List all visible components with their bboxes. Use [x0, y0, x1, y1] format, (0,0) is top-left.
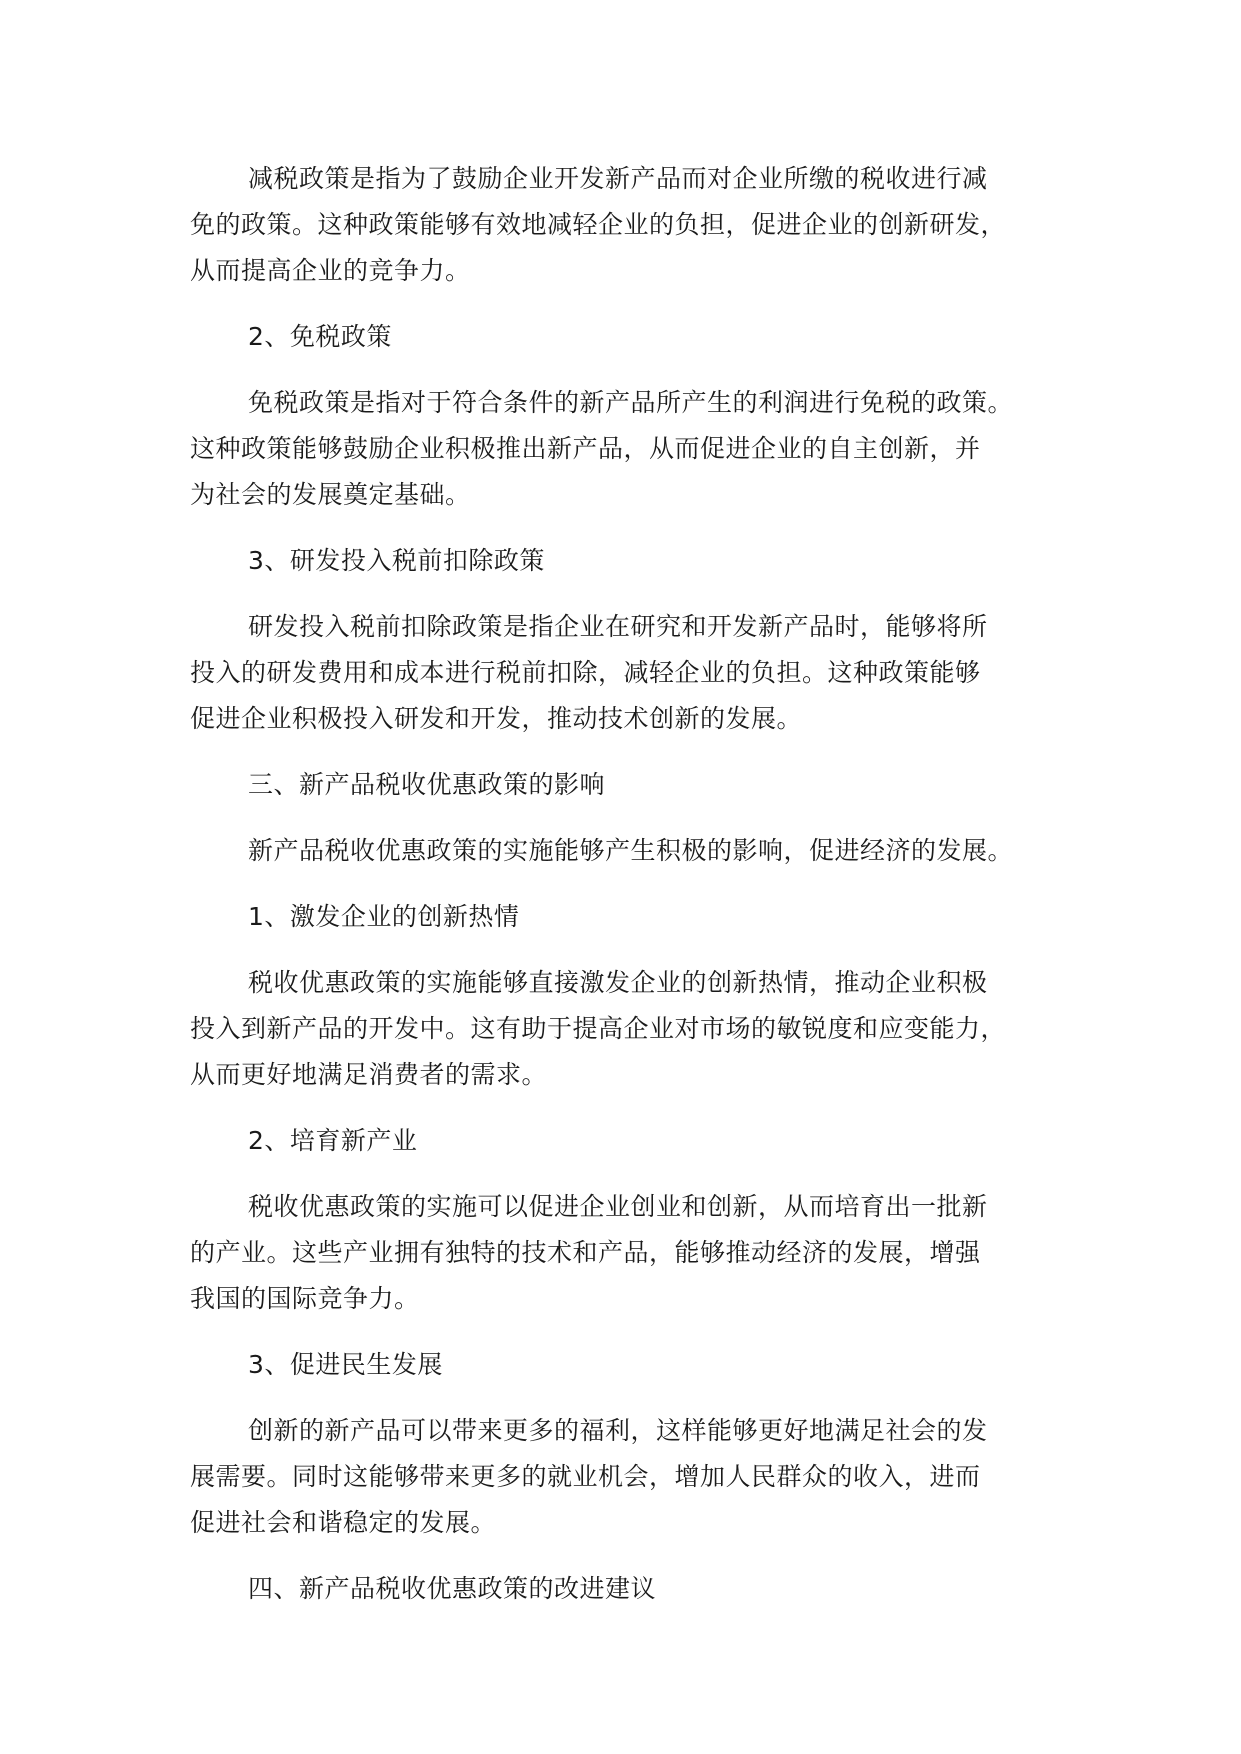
heading-text: 3、研发投入税前扣除政策 [248, 546, 545, 575]
heading-text: 2、培育新产业 [248, 1126, 418, 1155]
text-line: 促进社会和谐稳定的发展。 [190, 1508, 497, 1537]
text-line: 促进企业积极投入研发和开发，推动技术创新的发展。 [190, 704, 803, 733]
heading-text: 三、新产品税收优惠政策的影响 [248, 770, 606, 799]
paragraph-innovation-enthusiasm [190, 960, 1090, 1098]
text-line: 为社会的发展奠定基础。 [190, 480, 471, 509]
text-line: 展需要。同时这能够带来更多的就业机会，增加人民群众的收入，进而 [190, 1462, 981, 1491]
heading-text: 四、新产品税收优惠政策的改进建议 [248, 1574, 657, 1603]
paragraph-livelihood [190, 1408, 1090, 1546]
text-line: 投入到新产品的开发中。这有助于提高企业对市场的敏锐度和应变能力， [190, 1014, 1007, 1043]
text-line: 新产品税收优惠政策的实施能够产生积极的影响，促进经济的发展。 [248, 836, 1014, 865]
text-line: 从而提高企业的竞争力。 [190, 256, 471, 285]
text-line: 研发投入税前扣除政策是指企业在研究和开发新产品时，能够将所 [248, 612, 988, 641]
text-line: 税收优惠政策的实施能够直接激发企业的创新热情，推动企业积极 [248, 968, 988, 997]
text-line: 免税政策是指对于符合条件的新产品所产生的利润进行免税的政策。 [248, 388, 1014, 417]
paragraph-tax-exemption [190, 380, 1090, 518]
heading-tax-exemption [190, 314, 1090, 360]
text-line: 的产业。这些产业拥有独特的技术和产品，能够推动经济的发展，增强 [190, 1238, 981, 1267]
text-line: 减税政策是指为了鼓励企业开发新产品而对企业所缴的税收进行减 [248, 164, 988, 193]
section-heading-suggestions [190, 1566, 1090, 1612]
text-line: 这种政策能够鼓励企业积极推出新产品，从而促进企业的自主创新，并 [190, 434, 981, 463]
document-body [190, 156, 1090, 1612]
heading-text: 3、促进民生发展 [248, 1350, 443, 1379]
heading-text: 1、激发企业的创新热情 [248, 902, 520, 931]
text-line: 从而更好地满足消费者的需求。 [190, 1060, 548, 1089]
text-line: 免的政策。这种政策能够有效地减轻企业的负担，促进企业的创新研发， [190, 210, 1007, 239]
text-line: 我国的国际竞争力。 [190, 1284, 420, 1313]
heading-innovation-enthusiasm [190, 894, 1090, 940]
heading-text: 2、免税政策 [248, 322, 392, 351]
paragraph-new-industries [190, 1184, 1090, 1322]
text-line: 投入的研发费用和成本进行税前扣除，减轻企业的负担。这种政策能够 [190, 658, 981, 687]
paragraph-impact-intro [190, 828, 1090, 874]
paragraph-rd-deduction [190, 604, 1090, 742]
heading-rd-deduction [190, 538, 1090, 584]
text-line: 税收优惠政策的实施可以促进企业创业和创新，从而培育出一批新 [248, 1192, 988, 1221]
section-heading-impact [190, 762, 1090, 808]
paragraph-tax-reduction [190, 156, 1090, 294]
text-line: 创新的新产品可以带来更多的福利，这样能够更好地满足社会的发 [248, 1416, 988, 1445]
heading-livelihood [190, 1342, 1090, 1388]
heading-new-industries [190, 1118, 1090, 1164]
